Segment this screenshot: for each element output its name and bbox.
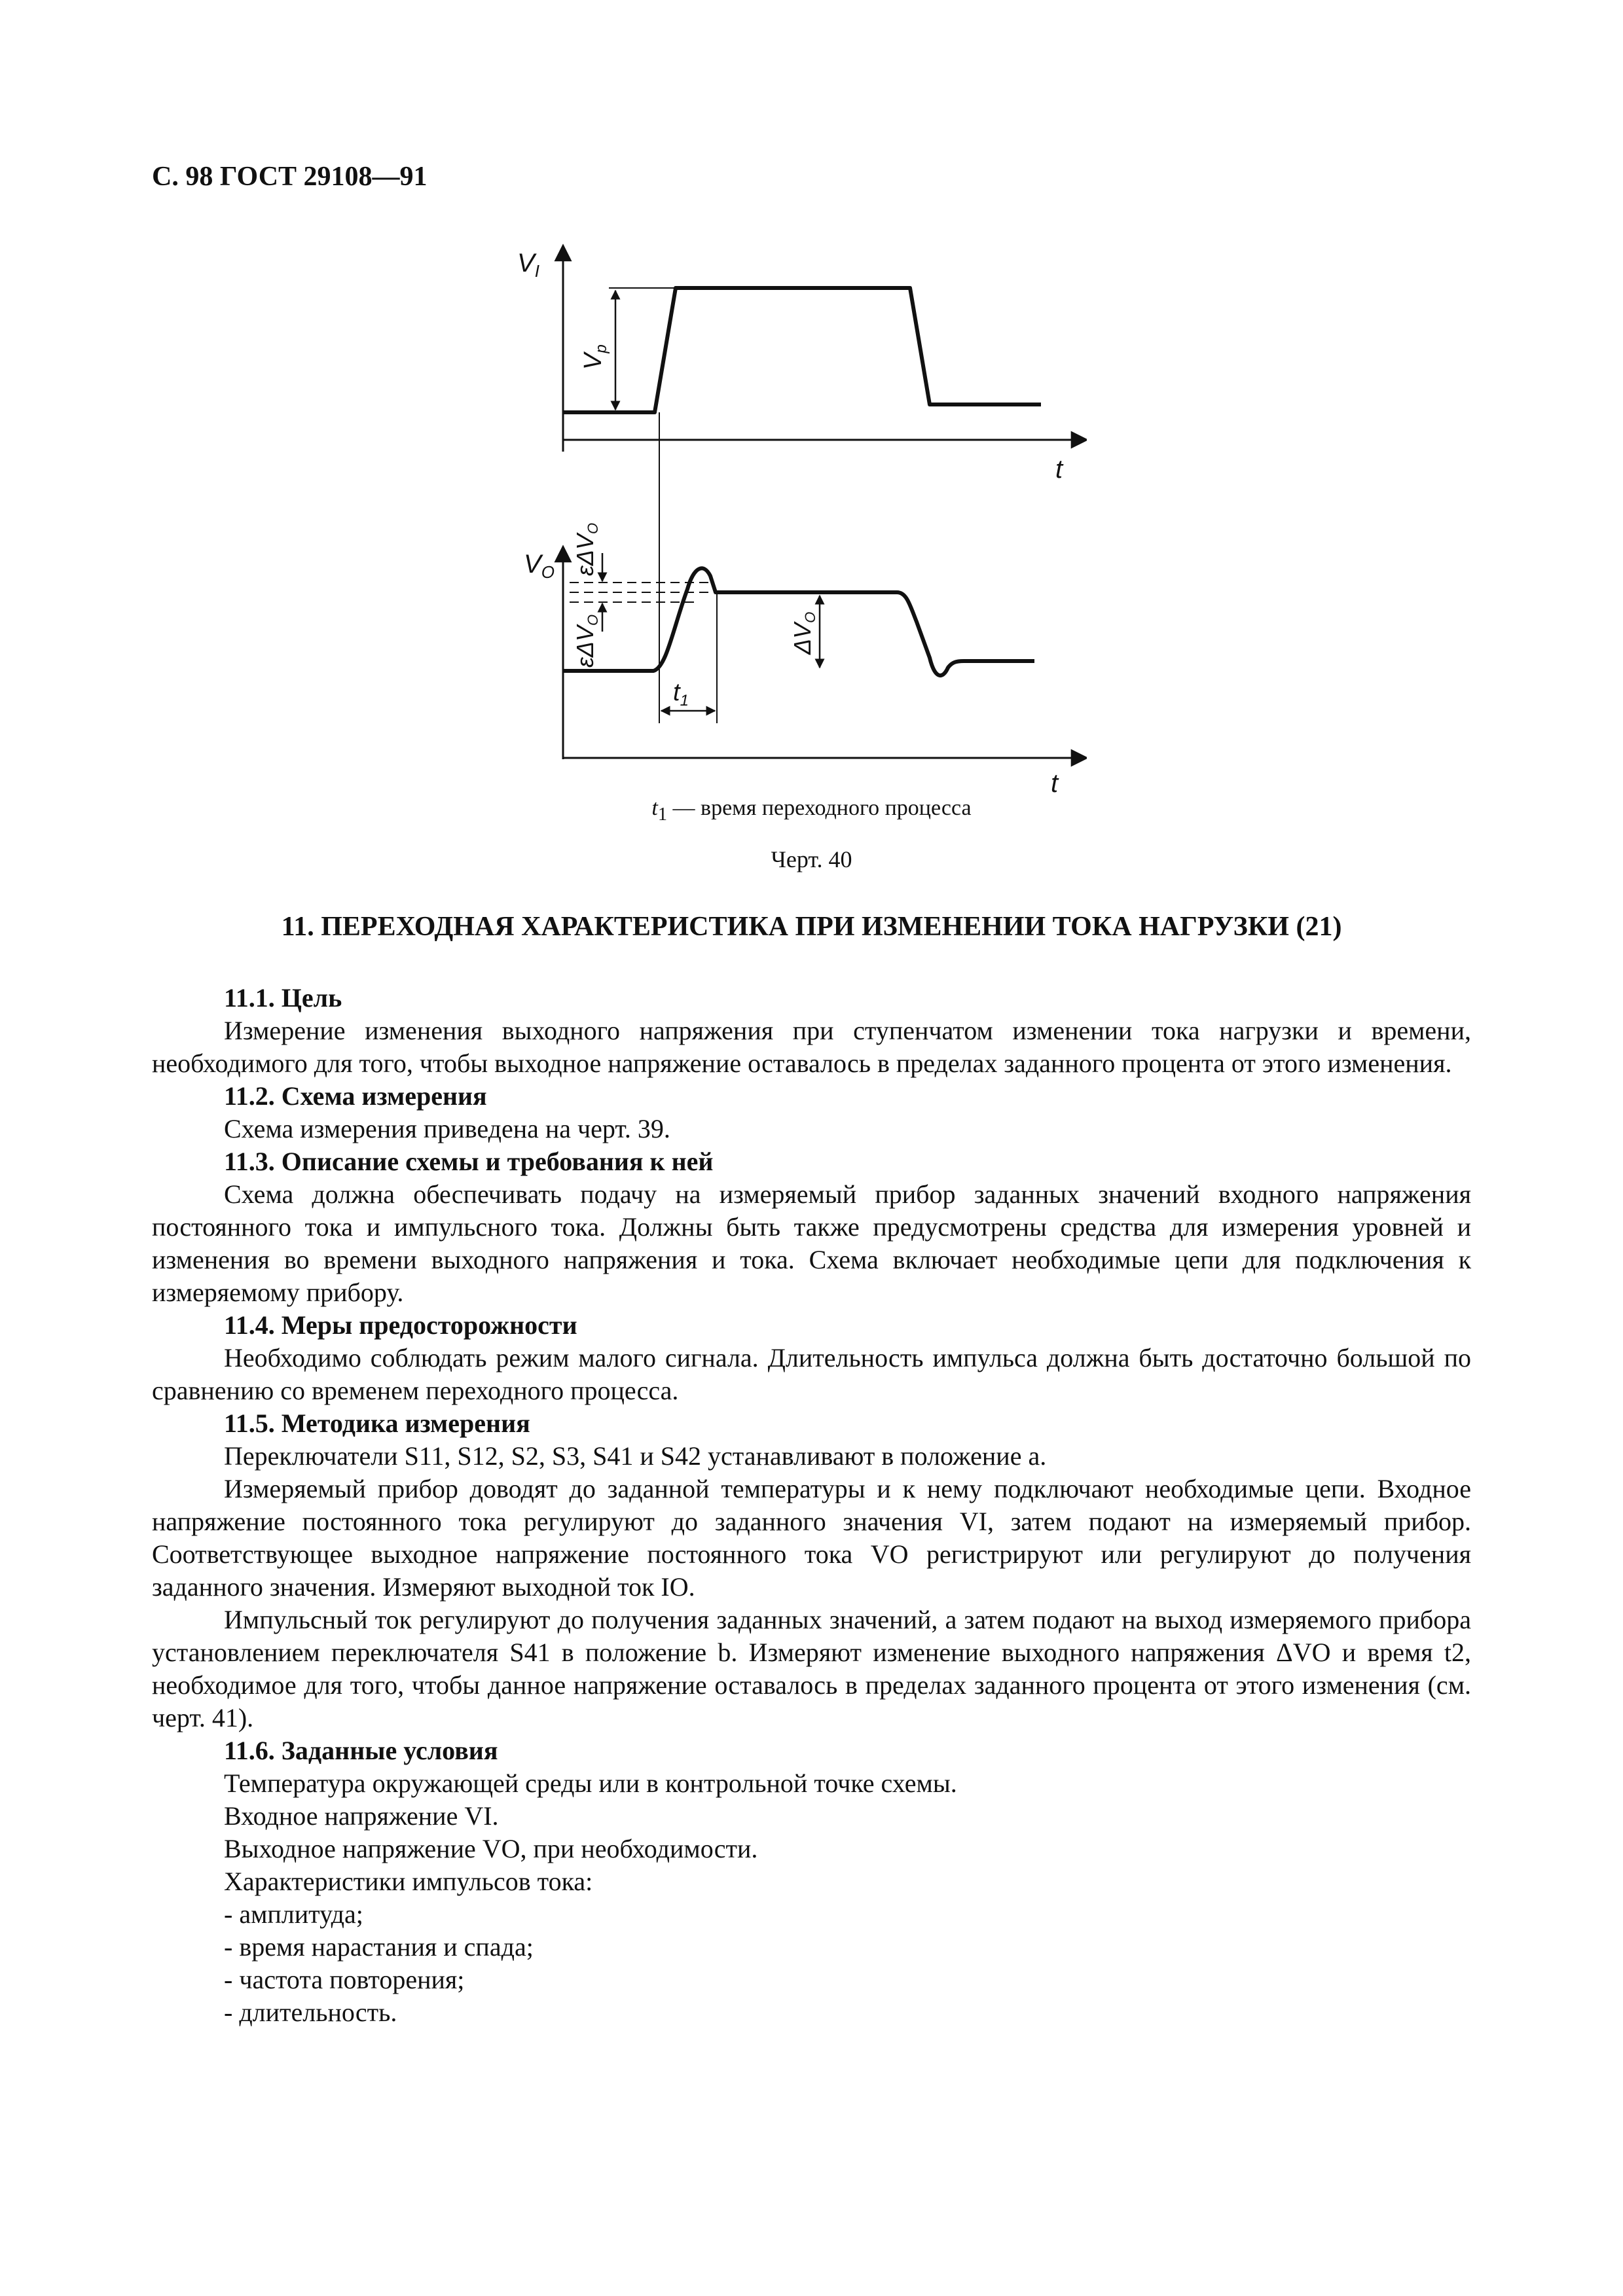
paragraph-11-5-2: Измеряемый прибор доводят до заданной температуры и к нему подключают необходимые цепи. Входное напряжение постоянного тока регулируют до заданного значения VI, затем подают на измеряемый прибор. Соответствующее выходное напряжение постоянного тока VO регистрируют или регулируют до получения заданного значения. Измеряют выходной ток IO. xyxy=(152,1474,1471,1602)
heading-11-6: 11.6. Заданные условия xyxy=(224,1736,498,1765)
paragraph-11-5-3: Импульсный ток регулируют до получения заданных значений, а затем подают на выход измеряемого прибора установлением переключателя S41 в положение b. Измеряют изменение выходного напряжения ΔVO и время t2, необходимое для того, чтобы данное напряжение оставалось в пределах заданного процента от этого изменения (см. черт. 41). xyxy=(152,1605,1471,1732)
lower-y-label: $V_O$ xyxy=(524,550,555,582)
eps-bottom-label: εΔVO xyxy=(572,614,601,668)
list-item: - длительность. xyxy=(224,1998,397,2027)
list-item: - частота повторения; xyxy=(224,1965,465,1994)
paragraph-11-4: Необходимо соблюдать режим малого сигнала. Длительность импульса должна быть достаточно большой по сравнению со временем переходного процесса. xyxy=(152,1343,1471,1405)
input-pulse xyxy=(563,288,1041,412)
list-item: - амплитуда; xyxy=(224,1899,363,1929)
figure-caption: Черт. 40 xyxy=(771,846,852,872)
amplitude-label: $V_p$ xyxy=(579,344,610,370)
body-text xyxy=(152,982,1471,2029)
heading-11-4: 11.4. Меры предосторожности xyxy=(224,1310,577,1340)
heading-11-2: 11.2. Схема измерения xyxy=(224,1081,487,1111)
list-item: - время нарастания и спада; xyxy=(224,1932,534,1962)
page-header: С. 98 ГОСТ 29108—91 xyxy=(152,162,428,192)
line-11-6-2: Входное напряжение VI. xyxy=(224,1801,499,1831)
upper-t-label: t xyxy=(1055,455,1063,484)
paragraph-11-5-1: Переключатели S11, S12, S2, S3, S41 и S42 устанавливают в положение a. xyxy=(224,1441,1047,1471)
eps-top-label: εΔVO xyxy=(572,522,601,576)
waveform-figure xyxy=(498,236,1087,798)
delta-label: ΔVO xyxy=(789,611,818,655)
heading-11-5: 11.5. Методика измерения xyxy=(224,1408,530,1438)
line-11-6-1: Температура окружающей среды или в контрольной точке схемы. xyxy=(224,1768,957,1798)
output-response xyxy=(563,568,1034,675)
line-11-6-4: Характеристики импульсов тока: xyxy=(224,1867,593,1896)
line-11-6-3: Выходное напряжение VO, при необходимости. xyxy=(224,1834,758,1863)
paragraph-11-2: Схема измерения приведена на черт. 39. xyxy=(224,1114,670,1143)
heading-11-1: 11.1. Цель xyxy=(224,983,342,1013)
figure-note: $t_1$ — время переходного процесса xyxy=(651,796,972,825)
heading-11-3: 11.3. Описание схемы и требования к ней xyxy=(224,1147,714,1176)
paragraph-11-1: Измерение изменения выходного напряжения при ступенчатом изменении тока нагрузки и времени, необходимого для того, чтобы выходное напряжение оставалось в пределах заданного процента от этого изменения. xyxy=(152,1016,1471,1078)
lower-t-label: t xyxy=(1051,769,1059,798)
section-title: 11. ПЕРЕХОДНАЯ ХАРАКТЕРИСТИКА ПРИ ИЗМЕНЕНИИ ТОКА НАГРУЗКИ (21) xyxy=(281,912,1342,942)
paragraph-11-3: Схема должна обеспечивать подачу на измеряемый прибор заданных значений входного напряжения постоянного тока и импульсного тока. Должны быть также предусмотрены средства для измерения уровней и изменения во времени выходного напряжения и тока. Схема включает необходимые цепи для подключения к измеряемому прибору. xyxy=(152,1179,1471,1307)
pulse-characteristics-list xyxy=(152,1898,1471,2029)
upper-y-label: $V_I$ xyxy=(517,249,539,281)
t1-label: $t_1$ xyxy=(673,679,689,709)
